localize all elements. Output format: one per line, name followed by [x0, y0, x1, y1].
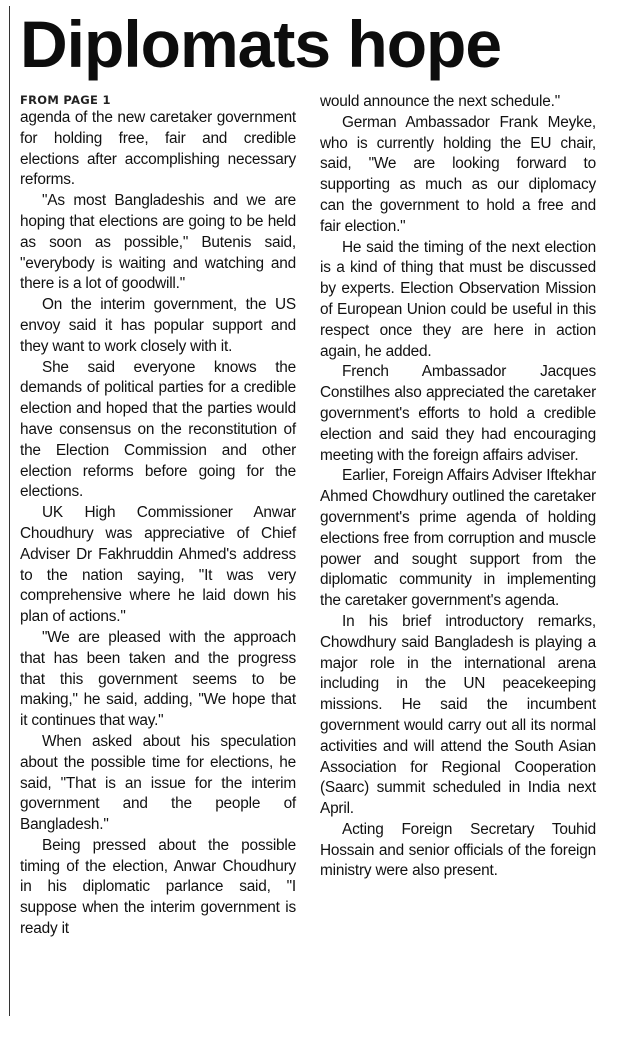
column-rule	[9, 6, 10, 1016]
jump-label: FROM PAGE 1	[20, 93, 111, 107]
paragraph: French Ambassador Jacques Constilhes also appreciated the caretaker government's efforts to hold a credible election and said they had encouraging meeting with the foreign affairs adviser.	[320, 363, 596, 464]
article-column-right	[320, 92, 596, 882]
paragraph: "As most Bangladeshis and we are hoping that elections are going to be held as soon as possible," Butenis said, "everybody is waiting and watching and there is a lot of goodwill."	[20, 192, 296, 293]
paragraph: When asked about his speculation about the possible time for elections, he said, "That is an issue for the interim government and the people of Bangladesh."	[20, 732, 296, 834]
article-column-left	[20, 92, 296, 940]
paragraph: Acting Foreign Secretary Touhid Hossain and senior officials of the foreign ministry were also present.	[320, 820, 596, 880]
paragraph: agenda of the new caretaker government for holding free, fair and credible elections after accomplishing necessary reforms.	[20, 109, 296, 189]
paragraph: In his brief introductory remarks, Chowdhury said Bangladesh is playing a major role in the international arena including in the UN peacekeeping missions. He said the incumbent government would carry out all its normal activities and will attend the South Asian Association for Regional Cooperation (Saarc) summit scheduled in India next April.	[320, 612, 596, 818]
paragraph: Earlier, Foreign Affairs Adviser Iftekhar Ahmed Chowdhury outlined the caretaker government's prime agenda of holding elections free from corruption and muscle power and sought support from the diplomatic community in implementing the caretaker government's agenda.	[320, 467, 596, 610]
paragraph: UK High Commissioner Anwar Choudhury was appreciative of Chief Adviser Dr Fakhruddin Ahmed's address to the nation saying, "It was very comprehensive where he laid down his plan of actions."	[20, 504, 296, 626]
headline: Diplomats hope	[20, 7, 502, 81]
paragraph: He said the timing of the next election is a kind of thing that must be discussed by experts. Election Observation Mission of European Union could be useful in this respect once they are here in action again, he added.	[320, 238, 596, 360]
paragraph: On the interim government, the US envoy said it has popular support and they want to work closely with it.	[20, 296, 296, 355]
paragraph: German Ambassador Frank Meyke, who is currently holding the EU chair, said, "We are looking forward to supporting as much as our diplomacy can the government to hold a free and fair election."	[320, 113, 596, 235]
paragraph: Being pressed about the possible timing of the election, Anwar Choudhury in his diplomatic parlance said, "I suppose when the interim government is ready it	[20, 836, 296, 938]
paragraph: would announce the next schedule."	[320, 93, 560, 110]
paragraph: She said everyone knows the demands of political parties for a credible election and hoped that the parties would have consensus on the reconstitution of the Election Commission and other election reforms before going for the elections.	[20, 358, 296, 501]
paragraph: "We are pleased with the approach that has been taken and the progress that this government seems to be making," he said, adding, "We hope that it continues that way."	[20, 628, 296, 730]
